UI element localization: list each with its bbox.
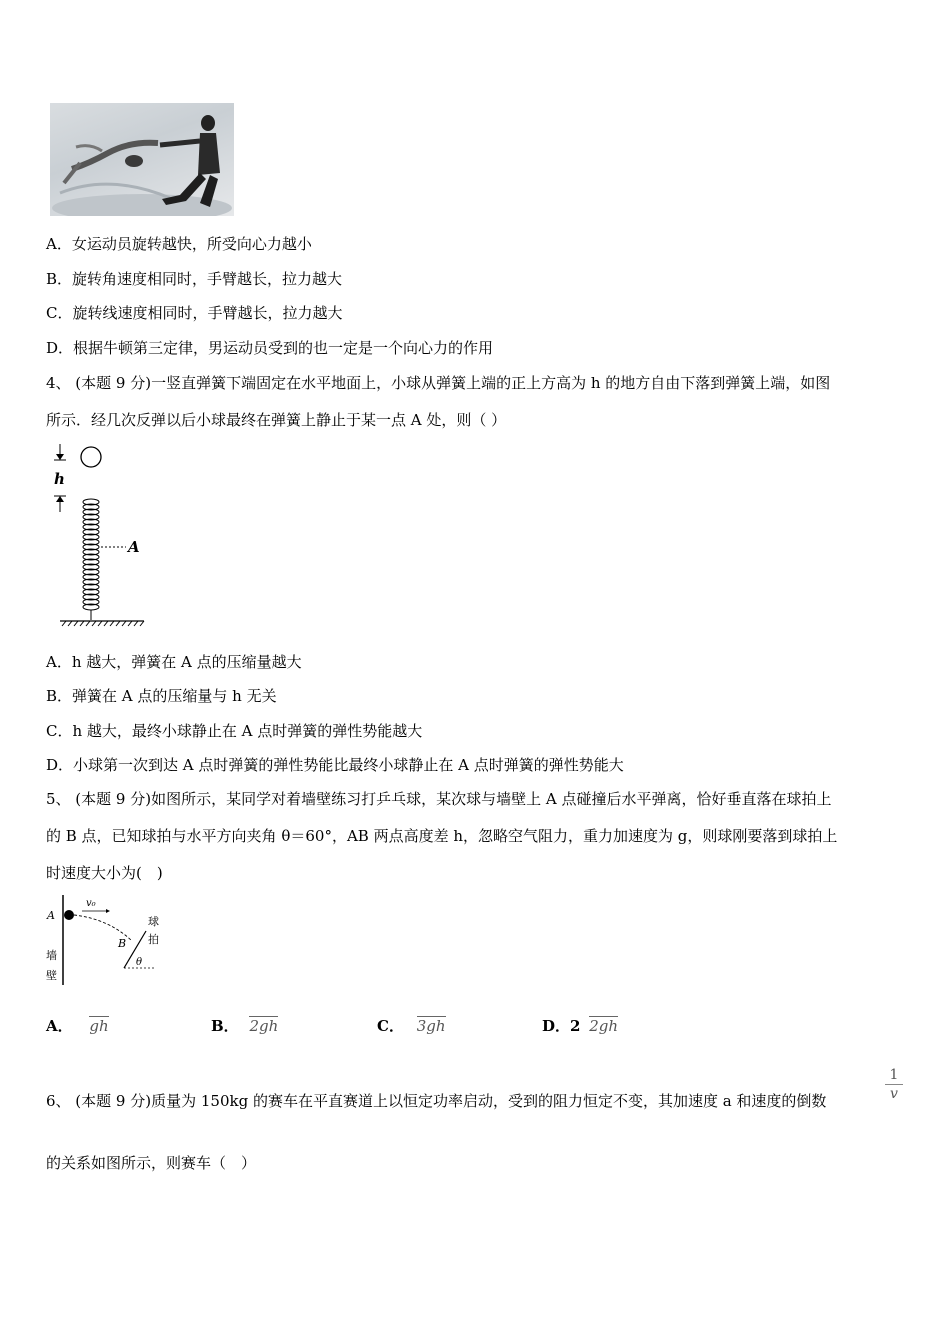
q5-option-d-label: D．2 <box>542 1017 581 1035</box>
fig-a-label: A <box>128 538 140 556</box>
q4-option-b: B．弹簧在 A 点的压缩量与 h 无关 <box>46 687 277 705</box>
q4-option-d: D．小球第一次到达 A 点时弹簧的弹性势能比最终小球静止在 A 点时弹簧的弹性势能大 <box>46 756 624 774</box>
q5-option-b <box>211 1014 278 1038</box>
q5-option-c-label: C． <box>377 1017 404 1035</box>
q5-stem-line2: 的 B 点，已知球拍与水平方向夹角 θ＝60°，AB 两点高度差 h，忽略空气阻力，重力加速度为 g，则球刚要落到球拍上 <box>46 827 838 845</box>
q6-fraction-num: 1 <box>889 1067 899 1083</box>
q6-fraction-den: v <box>885 1084 903 1103</box>
fig5-v0-label: v₀ <box>86 898 96 909</box>
q5-option-a-expr: gh <box>89 1017 109 1035</box>
q3-option-b: B．旋转角速度相同时，手臂越长，拉力越大 <box>46 270 343 288</box>
pingpong-figure <box>44 893 164 988</box>
bat-line <box>124 931 146 968</box>
fig5-a-label: A <box>47 909 55 922</box>
q5-option-d-expr: 2gh <box>589 1017 619 1035</box>
ball <box>81 447 101 467</box>
q4-stem-line2: 所示．经几次反弹以后小球最终在弹簧上静止于某一点 A 处，则（ ） <box>46 411 507 429</box>
q3-option-c: C．旋转线速度相同时，手臂越长，拉力越大 <box>46 304 343 322</box>
fig5-bat-char2: 拍 <box>148 933 159 946</box>
fig5-theta-label: θ <box>136 957 143 968</box>
q5-option-d <box>542 1014 618 1038</box>
q5-option-c-expr: 3gh <box>416 1017 446 1035</box>
q5-stem-line3: 时速度大小为( ) <box>46 864 163 882</box>
q6-stem-line2: 的关系如图所示，则赛车（ ） <box>46 1154 257 1172</box>
q4-option-a: A．h 越大，弹簧在 A 点的压缩量越大 <box>46 653 302 671</box>
q5-option-a <box>46 1014 109 1038</box>
q5-option-c <box>377 1014 446 1038</box>
q3-option-d: D．根据牛顿第三定律，男运动员受到的也一定是一个向心力的作用 <box>46 339 494 357</box>
q6-stem-line1: 6、 (本题 9 分)质量为 150kg 的赛车在平直赛道上以恒定功率启动，受到的阻力恒定不变，其加速度 a 和速度的倒数 <box>46 1092 827 1110</box>
q3-option-a: A．女运动员旋转越快，所受向心力越小 <box>46 235 312 253</box>
q5-stem-line1: 5、 (本题 9 分)如图所示，某同学对着墙壁练习打乒乓球，某次球与墙壁上 A 点碰撞后水平弹离，恰好垂直落在球拍上 <box>46 790 832 808</box>
fig5-bat-char1: 球 <box>148 915 159 928</box>
spring <box>83 499 99 620</box>
q4-option-c: C．h 越大，最终小球静止在 A 点时弹簧的弹性势能越大 <box>46 722 423 740</box>
q5-option-b-expr: 2gh <box>249 1017 279 1035</box>
q5-option-b-label: B． <box>211 1017 239 1035</box>
q5-option-a-label: A． <box>46 1017 73 1035</box>
fig5-b-label: B <box>118 937 127 950</box>
q6-fraction <box>885 1066 903 1103</box>
fig5-wall-char1: 墙 <box>46 949 57 962</box>
spring-figure <box>46 440 156 630</box>
fig-h-label: h <box>54 470 65 488</box>
figure-skating-photo <box>50 103 234 216</box>
pingpong-ball <box>64 910 74 920</box>
fig5-wall-char2: 壁 <box>46 969 57 982</box>
q4-stem-line1: 4、 (本题 9 分)一竖直弹簧下端固定在水平地面上，小球从弹簧上端的正上方高为 h 的地方自由下落到弹簧上端，如图 <box>46 374 831 392</box>
